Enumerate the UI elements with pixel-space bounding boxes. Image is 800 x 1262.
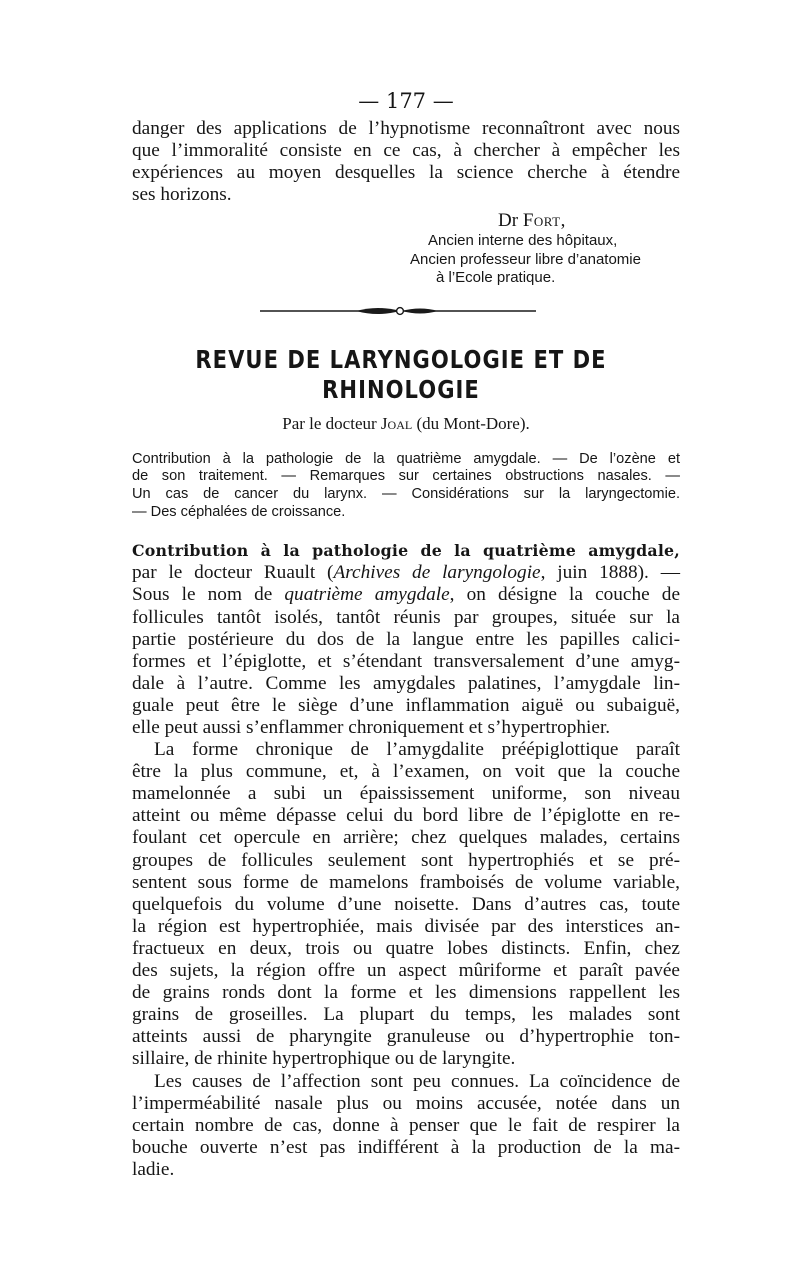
signature-title-1: Ancien interne des hôpitaux, [428, 232, 618, 250]
opening-paragraph [132, 118, 680, 206]
text-line: certain nombre de cas, donne à penser que le fait de respirer la [132, 1114, 680, 1136]
text-line: la région est hypertrophiée, mais divisée par des interstices an- [132, 915, 680, 937]
text-line: que l’immoralité consiste en ce cas, à chercher à empêcher les [132, 140, 680, 162]
signature-title-2: Ancien professeur libre d’anatomie [410, 250, 641, 268]
byline-suffix: (du Mont-Dore). [416, 413, 530, 433]
author-signature [410, 210, 680, 288]
text-line: formes et l’épiglotte, et s’étendant transversalement d’une amyg- [132, 650, 680, 672]
text-fragment: Sous le nom de [132, 584, 285, 606]
journal-title: Archives de laryngologie [333, 562, 541, 584]
text-line: des sujets, la région offre un aspect mûriforme et paraît pavée [132, 960, 680, 982]
section-title: REVUE DE LARYNGOLOGIE ET DE RHINOLOGIE [195, 344, 607, 404]
text-line: être la plus commune, et, à l’examen, on voit que la couche [132, 761, 680, 783]
byline-author: Joal [380, 413, 413, 433]
signature-prefix: Dr [498, 210, 519, 232]
summary-line: Un cas de cancer du larynx. — Considérations sur la laryngectomie. [132, 486, 680, 503]
text-line: grains de groseilles. La plupart du temps, les malades sont [132, 1004, 680, 1026]
text-line: ladie. [132, 1158, 175, 1180]
signature-surname: Fort, [522, 210, 566, 232]
summary-line: de son traitement. — Remarques sur certaines obstructions nasales. — [132, 468, 680, 485]
text-line: groupes de follicules seulement sont hypertrophiés et se pré- [132, 849, 680, 871]
text-line: bouche ouverte n’est pas indifférent à la production de la ma- [132, 1136, 680, 1158]
signature-name [498, 210, 680, 232]
text-line: foulant cet opercule en arrière; chez quelques malades, certains [132, 827, 680, 849]
text-line: partie postérieure du dos de la langue entre les papilles calici- [132, 628, 680, 650]
text-line: fractueux en deux, trois ou quatre lobes distincts. Enfin, chez [132, 937, 680, 959]
ornamental-divider [260, 305, 536, 317]
summary-line: Contribution à la pathologie de la quatrième amygdale. — De l’ozène et [132, 450, 680, 467]
article [132, 540, 680, 1181]
byline-prefix: Par le docteur [282, 413, 377, 433]
text-line [132, 584, 680, 606]
text-line: sillaire, de rhinite hypertrophique ou de laryngite. [132, 1048, 516, 1070]
emphasized-term: quatrième amygdale [284, 584, 450, 606]
text-line: quelquefois du volume d’une noisette. Dans d’autres cas, toute [132, 893, 680, 915]
text-fragment: , juin 1888). — [540, 562, 680, 584]
text-line: elle peut aussi s’enflammer chroniquement et s’hypertrophier. [132, 717, 611, 738]
text-line [132, 562, 680, 584]
signature-title-3: à l’Ecole pratique. [436, 269, 556, 287]
text-line: Les causes de l’affection sont peu connues. La coïncidence de [154, 1070, 680, 1092]
text-line: ses horizons. [132, 184, 232, 206]
text-line: mamelonnée a subi un épaississement uniforme, son niveau [132, 783, 680, 805]
text-line: guale peut être le siège d’une inflammation aiguë ou subaiguë, [132, 694, 680, 716]
text-line: danger des applications de l’hypnotisme reconnaîtront avec nous [132, 118, 680, 139]
text-line: expériences au moyen desquelles la science cherche à étendre [132, 162, 680, 184]
text-line: dale à l’autre. Comme les amygdales palatines, l’amygdale lin- [132, 672, 680, 694]
article-paragraph-3 [132, 1071, 680, 1181]
text-line: l’imperméabilité nasale plus ou moins accusée, notée dans un [132, 1092, 680, 1114]
page-number: — 177 — [358, 89, 454, 113]
text-line: de grains ronds dont la forme et les dimensions rappellent les [132, 982, 680, 1004]
text-line: follicules tantôt isolés, tantôt réunis par groupes, située sur la [132, 606, 680, 628]
text-line: atteint ou même dépasse celui du bord libre de l’épiglotte en re- [132, 805, 680, 827]
section-summary [132, 451, 680, 521]
article-paragraph-2 [132, 739, 680, 1070]
book-page [132, 88, 680, 1181]
text-fragment: par le docteur Ruault ( [132, 562, 334, 584]
article-title [132, 540, 680, 562]
text-line: La forme chronique de l’amygdalite préépiglottique paraît [154, 739, 680, 761]
summary-line: — Des céphalées de croissance. [132, 503, 346, 520]
article-paragraph-1 [132, 540, 680, 739]
text-line: sentent sous forme de mamelons framboisés de volume variable, [132, 871, 680, 893]
text-line: atteints aussi de pharyngite granuleuse ou d’hypertrophie ton- [132, 1026, 680, 1048]
article-title-text: Contribution à la pathologie de la quatrième amygdale, [132, 541, 680, 561]
section-byline [132, 413, 680, 435]
text-fragment: , on désigne la couche de [449, 584, 680, 606]
